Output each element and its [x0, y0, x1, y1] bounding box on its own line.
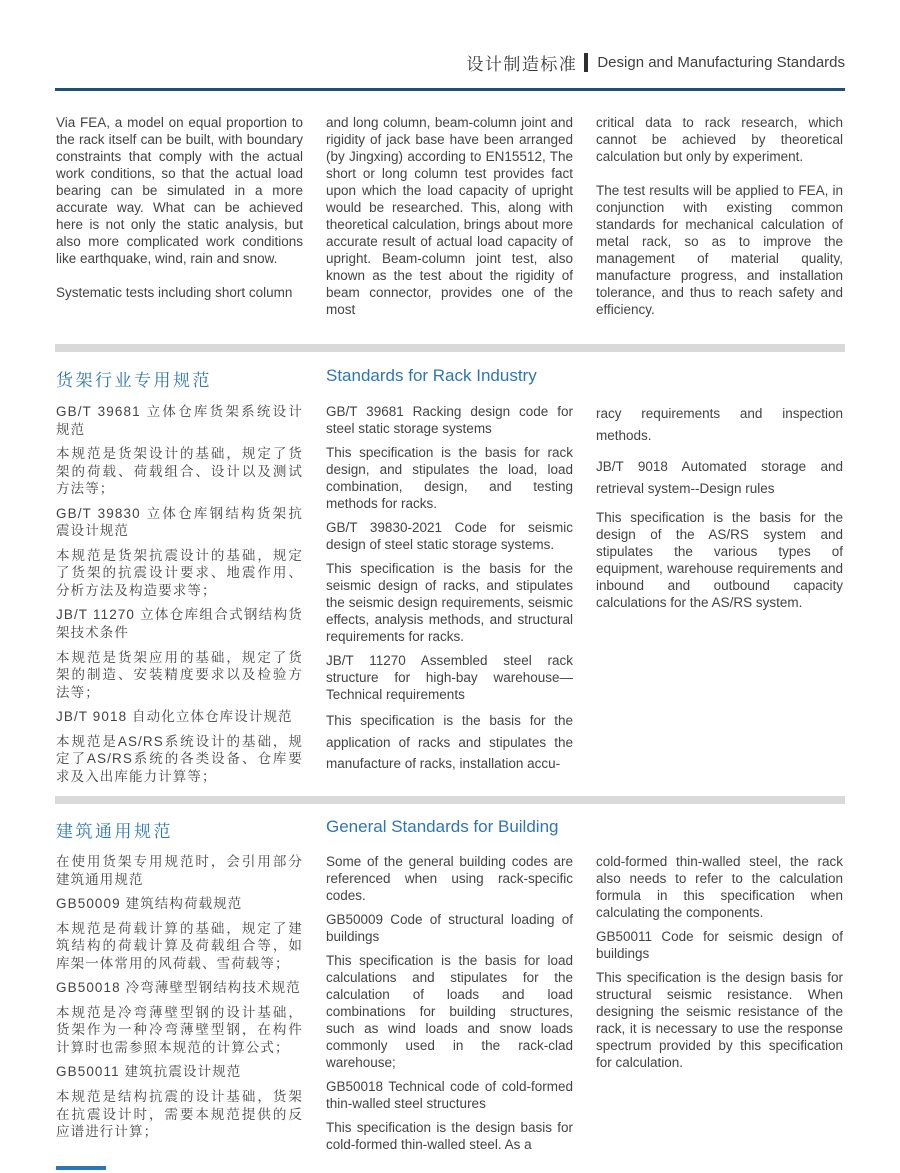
- paragraph: GB50011 Code for seismic design of buildings: [596, 929, 843, 961]
- section1-column-2: [326, 403, 573, 785]
- header-title-zh: 设计制造标准: [466, 55, 578, 74]
- paragraph: This specification is the design basis for structural seismic resistance. When designing the seismic resistance of the rack, it is necessary to use the response spectrum provided by this specification for calculation.: [596, 970, 843, 1070]
- paragraph: cold-formed thin-walled steel, the rack also needs to refer to the calculation formula in this specification when calculating the components.: [596, 854, 843, 920]
- paragraph: 在使用货架专用规范时，会引用部分建筑通用规范: [56, 854, 303, 887]
- paragraph: 本规范是结构抗震的设计基础，货架在抗震设计时，需要本规范提供的反应谱进行计算；: [56, 1089, 303, 1140]
- paragraph: JB/T 9018 Automated storage and retrieval system--Design rules: [596, 459, 843, 496]
- paragraph: The test results will be applied to FEA, in conjunction with existing common standards for mechanical calculation of metal rack, so as to improve the management of material quality, manufacture progress, and installation tolerance, and thus to reach safety and efficiency.: [596, 183, 843, 317]
- paragraph: GB50011 建筑抗震设计规范: [56, 1064, 242, 1080]
- paragraph: Some of the general building codes are referenced when using rack-specific codes.: [326, 854, 573, 903]
- paragraph: 本规范是货架设计的基础，规定了货架的荷载、荷载组合、设计以及测试方法等；: [56, 446, 303, 497]
- paragraph: JB/T 9018 自动化立体仓库设计规范: [56, 709, 293, 725]
- paragraph: This specification is the basis for rack design, and stipulates the load, load combination, design, and testing methods for racks.: [326, 445, 573, 511]
- intro-column-2: [326, 114, 573, 335]
- paragraph: GB/T 39830-2021 Code for seismic design of steel static storage systems.: [326, 520, 573, 552]
- section-divider-bar: [55, 344, 845, 352]
- paragraph: critical data to rack research, which cannot be achieved by theoretical calculation but only by experiment.: [596, 115, 843, 164]
- paragraph: racy requirements and inspection methods.: [596, 406, 843, 443]
- section2-column-1: [56, 853, 303, 1148]
- paragraph: GB50009 建筑结构荷载规范: [56, 896, 243, 912]
- paragraph: JB/T 11270 Assembled steel rack structure for high-bay warehouse—Technical requirements: [326, 653, 573, 702]
- paragraph: This specification is the basis for the design of the AS/RS system and stipulates the various types of equipment, warehouse requirements and inbound and outbound capacity calculations for the AS/RS system.: [596, 510, 843, 611]
- header-rule: [55, 88, 845, 91]
- paragraph: GB/T 39830 立体仓库钢结构货架抗震设计规范: [56, 505, 303, 539]
- paragraph: This specification is the basis for load calculations and stipulates for the calculation of loads and load combinations for building structures, such as wind loads and snow loads commonly used in the rack-clad warehouse;: [326, 953, 573, 1070]
- paragraph: GB/T 39681 立体仓库货架系统设计规范: [56, 404, 303, 437]
- section2-column-3: [596, 853, 843, 1078]
- section2-column-2: [326, 853, 573, 1160]
- paragraph: This specification is the basis for the application of racks and stipulates the manufacture of racks, installation accu-: [326, 713, 573, 772]
- paragraph: Systematic tests including short column: [56, 285, 293, 300]
- page-header: [466, 50, 845, 75]
- section1-column-3: [596, 403, 843, 618]
- section-divider-bar: [55, 796, 845, 804]
- paragraph: GB/T 39681 Racking design code for steel static storage systems: [326, 404, 573, 436]
- page-corner-mark: [56, 1166, 106, 1170]
- paragraph: 本规范是货架抗震设计的基础，规定了货架的抗震设计要求、地震作用、分析方法及构造要求等；: [56, 547, 303, 598]
- intro-column-3: [596, 114, 843, 335]
- paragraph: and long column, beam-column joint and rigidity of jack base have been arranged (by Jingxing) according to EN15512, The short or long column test provides fact upon which the load capacity of upright would be researched. This, along with theoretical calculation, brings about more accurate result of actual load capacity of upright. Beam-column joint test, also known as the test about the rigidity of beam connector, provides one of the most: [326, 115, 573, 317]
- paragraph: This specification is the design basis for cold-formed thin-walled steel. As a: [326, 1120, 573, 1152]
- section1-heading-zh: 货架行业专用规范: [56, 371, 212, 390]
- paragraph: JB/T 11270 立体仓库组合式钢结构货架技术条件: [56, 607, 303, 641]
- section2-heading-zh: 建筑通用规范: [56, 822, 173, 841]
- paragraph: GB50018 冷弯薄壁型钢结构技术规范: [56, 980, 301, 996]
- paragraph: GB50018 Technical code of cold-formed thin-walled steel structures: [326, 1079, 573, 1111]
- paragraph: 本规范是冷弯薄壁型钢的设计基础，货架作为一种冷弯薄壁型钢，在构件计算时也需参照本规范的计算公式；: [56, 1004, 303, 1055]
- paragraph: 本规范是AS/RS系统设计的基础，规定了AS/RS系统的各类设备、仓库要求及入出库能力计算等；: [56, 733, 303, 784]
- paragraph: GB50009 Code of structural loading of buildings: [326, 912, 573, 944]
- header-title-en: Design and Manufacturing Standards: [597, 54, 845, 71]
- paragraph: 本规范是货架应用的基础，规定了货架的制造、安装精度要求以及检验方法等；: [56, 649, 303, 700]
- paragraph: Via FEA, a model on equal proportion to the rack itself can be built, with boundary constraints that comply with the actual work conditions, so that the actual load bearing can be simulated in a more accurate way. What can be achieved here is not only the static analysis, but also more complicated work conditions like earthquake, wind, rain and snow.: [56, 115, 303, 266]
- section2-heading-en: General Standards for Building: [326, 817, 559, 836]
- paragraph: 本规范是荷载计算的基础，规定了建筑结构的荷载计算及荷载组合等，如库架一体常用的风荷载、雪荷载等；: [56, 920, 303, 971]
- intro-column-1: [56, 114, 303, 318]
- section1-column-1: [56, 403, 303, 792]
- paragraph: This specification is the basis for the seismic design of racks, and stipulates the seismic design requirements, seismic effects, analysis methods, and structural requirements for racks.: [326, 561, 573, 644]
- section1-heading-en: Standards for Rack Industry: [326, 366, 537, 385]
- header-separator-bar: [584, 53, 588, 72]
